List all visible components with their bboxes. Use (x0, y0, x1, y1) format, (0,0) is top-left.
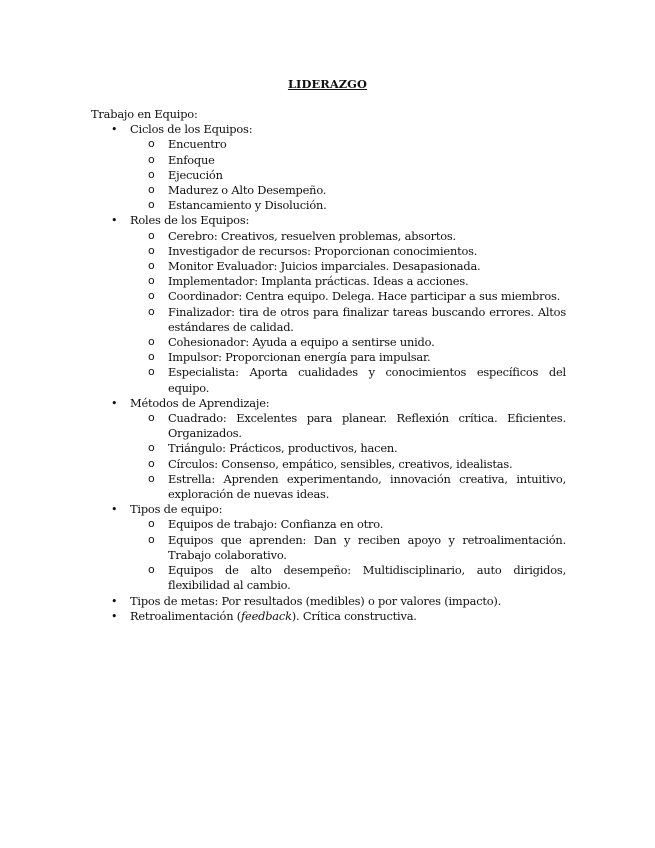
sub-list-item (130, 274, 566, 289)
sub-item-text: Equipos que aprenden: Dan y reciben apoyo y retroalimentación. Trabajo colaborativo. (168, 532, 566, 562)
sub-item-text: Cerebro: Creativos, resuelven problemas, absortos. (168, 228, 456, 243)
sub-list-item (130, 350, 566, 365)
sublist (130, 137, 566, 213)
sublist (130, 229, 566, 396)
sub-item-text: Encuentro (168, 137, 227, 152)
sub-list-item (130, 289, 566, 304)
retro-text-before: Retroalimentación ( (130, 608, 242, 623)
sub-bullet: o (148, 167, 155, 181)
list-item (91, 609, 566, 624)
bullet: • (111, 609, 118, 623)
section-label: Ciclos de los Equipos: (130, 122, 253, 137)
sub-list-item (130, 153, 566, 168)
sub-item-text: Cohesionador: Ayuda a equipo a sentirse unido. (168, 335, 435, 350)
sub-item-text: Cuadrado: Excelentes para planear. Reflexión crítica. Eficientes. Organizados. (168, 411, 566, 441)
sub-bullet: o (148, 517, 155, 531)
sub-item-text: Finalizador: tira de otros para finalizar tareas buscando errores. Altos estándares de calidad. (168, 304, 566, 334)
sub-list-item (130, 472, 566, 502)
metas-text: Tipos de metas: Por resultados (medibles) o por valores (impacto). (130, 593, 502, 608)
sub-item-text: Monitor Evaluador: Juicios imparciales. Desapasionada. (168, 259, 481, 274)
retro-text-italic: feedback (241, 608, 292, 623)
sublist (130, 517, 566, 593)
sub-bullet: o (148, 350, 155, 364)
sub-bullet: o (148, 411, 155, 425)
sublist (130, 411, 566, 502)
sub-list-item (130, 335, 566, 350)
list-item (91, 502, 566, 593)
sub-list-item (130, 411, 566, 441)
sub-list-item (130, 533, 566, 563)
sub-list-item (130, 305, 566, 335)
sub-bullet: o (148, 289, 155, 303)
sub-item-text: Impulsor: Proporcionan energía para impulsar. (168, 350, 431, 365)
sub-bullet: o (148, 335, 155, 349)
bullet: • (111, 396, 118, 410)
section-label: Roles de los Equipos: (130, 213, 250, 228)
sub-bullet: o (148, 441, 155, 455)
list-item (91, 213, 566, 395)
sub-bullet: o (148, 243, 155, 257)
sub-bullet: o (148, 563, 155, 577)
sub-list-item (130, 259, 566, 274)
document-title: LIDERAZGO (287, 77, 368, 91)
sub-list-item (130, 168, 566, 183)
intro-heading: Trabajo en Equipo: (91, 107, 198, 121)
sub-bullet: o (148, 183, 155, 197)
document-body (91, 107, 566, 624)
sub-bullet: o (148, 152, 155, 166)
sub-item-text: Investigador de recursos: Proporcionan conocimientos. (168, 243, 478, 258)
list-item (91, 594, 566, 609)
bullet: • (111, 214, 118, 228)
sub-bullet: o (148, 259, 155, 273)
sub-bullet: o (148, 456, 155, 470)
sub-item-text: Estancamiento y Disolución. (168, 198, 327, 213)
sub-list-item (130, 198, 566, 213)
sub-list-item (130, 457, 566, 472)
sub-item-text: Madurez o Alto Desempeño. (168, 183, 327, 198)
sub-item-text: Ejecución (168, 167, 223, 182)
sub-item-text: Estrella: Aprenden experimentando, innovación creativa, intuitivo, exploración de nuevas ideas. (168, 471, 566, 502)
sub-bullet: o (148, 228, 155, 242)
sub-list-item (130, 229, 566, 244)
sub-bullet: o (148, 471, 155, 485)
sub-item-text: Coordinador: Centra equipo. Delega. Hace participar a sus miembros. (168, 289, 561, 304)
sub-item-text: Enfoque (168, 152, 215, 167)
sub-item-text: Triángulo: Prácticos, productivos, hacen. (168, 441, 398, 456)
sub-item-text: Equipos de trabajo: Confianza en otro. (168, 517, 384, 532)
sub-bullet: o (148, 198, 155, 212)
sub-list-item (130, 517, 566, 532)
sub-item-text: Equipos de alto desempeño: Multidisciplinario, auto dirigidos, flexibilidad al cambio. (168, 563, 566, 593)
list-item (91, 122, 566, 213)
sub-list-item (130, 244, 566, 259)
bullet: • (111, 503, 118, 517)
sub-bullet: o (148, 304, 155, 318)
list-item (91, 396, 566, 502)
sub-bullet: o (148, 137, 155, 151)
sub-list-item (130, 365, 566, 395)
sub-list-item (130, 137, 566, 152)
sub-item-text: Implementador: Implanta prácticas. Ideas a acciones. (168, 274, 469, 289)
sub-bullet: o (148, 365, 155, 379)
sub-item-text: Círculos: Consenso, empático, sensibles, creativos, idealistas. (168, 456, 513, 471)
sub-list-item (130, 441, 566, 456)
bullet: • (111, 123, 118, 137)
section-label: Tipos de equipo: (130, 502, 223, 517)
sub-bullet: o (148, 532, 155, 546)
sub-list-item (130, 563, 566, 593)
main-list (91, 122, 566, 624)
sub-item-text: Especialista: Aporta cualidades y conocimientos específicos del equipo. (168, 365, 566, 395)
section-label: Métodos de Aprendizaje: (130, 395, 270, 410)
sub-bullet: o (148, 274, 155, 288)
bullet: • (111, 594, 118, 608)
sub-list-item (130, 183, 566, 198)
retro-text-after: ). Crítica constructiva. (291, 608, 417, 623)
